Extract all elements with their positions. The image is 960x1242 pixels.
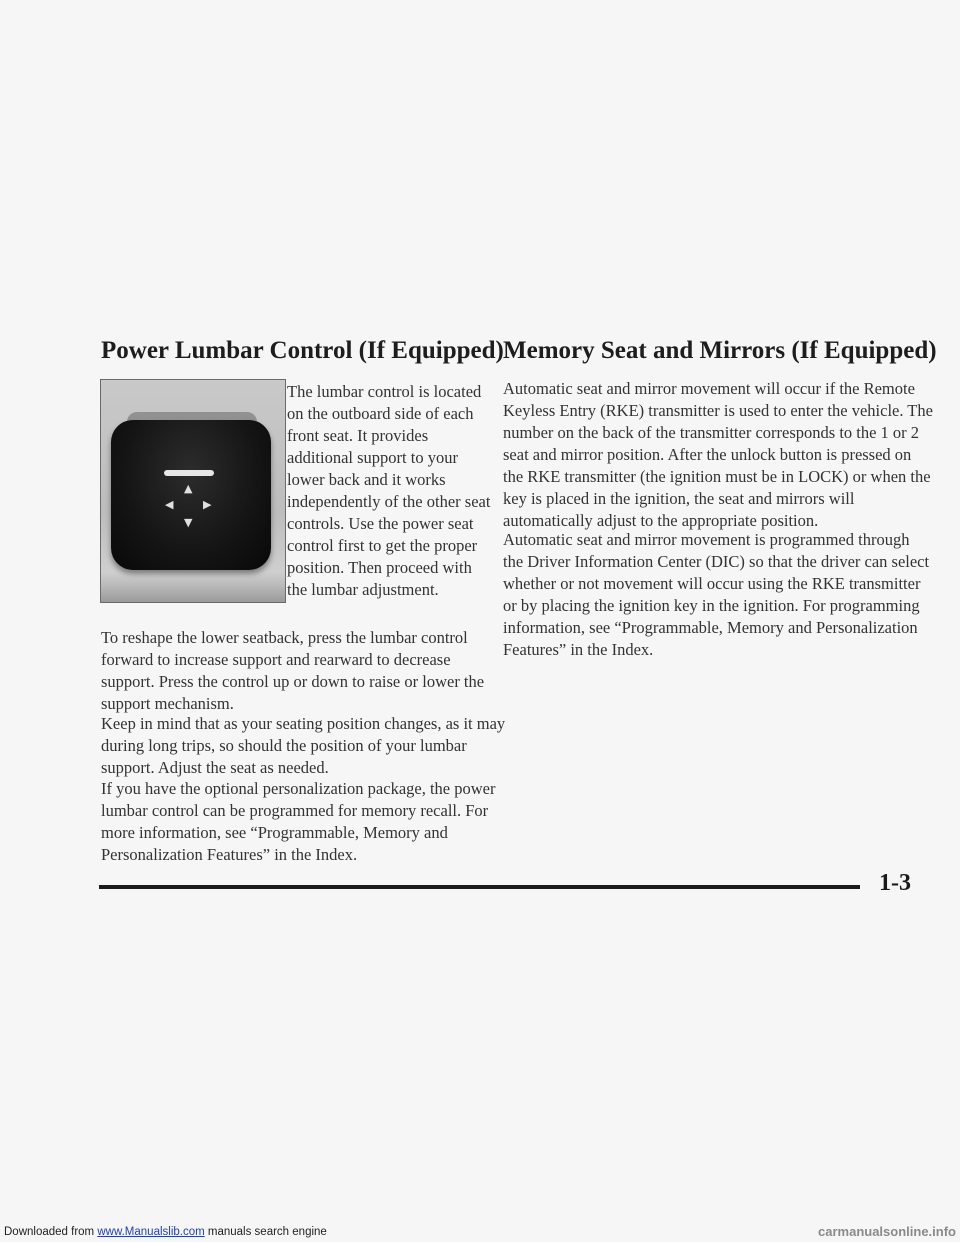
photo-shadow: [101, 572, 285, 602]
lumbar-paragraph-reshape: To reshape the lower seatback, press the lumbar control forward to increase support and rearward to decrease support. Press the control up or down to raise or lower the support mechanism.: [101, 628, 485, 713]
arrow-up-icon: ▲: [184, 482, 193, 495]
manualslib-link[interactable]: www.Manualslib.com: [97, 1226, 205, 1238]
lumbar-intro-paragraph: The lumbar control is located on the outboard side of each front seat. It provides additional support to your lower back and it works independently of the other seat controls. Use the power seat control first to get the proper position. Then proceed with the lumbar adjustment.: [287, 382, 491, 599]
lumbar-paragraph-keep-in-mind: Keep in mind that as your seating position changes, as it may during long trips, so should the position of your lumbar support. Adjust the seat as needed.: [101, 714, 506, 777]
arrow-right-icon: ▶: [203, 498, 212, 511]
lumbar-paragraph-personalization: If you have the optional personalization package, the power lumbar control can be programmed for memory recall. For more information, see “Programmable, Memory and Personalization Features” in the Index.: [101, 779, 496, 864]
footer-watermark: carmanualsonline.info: [818, 1224, 956, 1239]
footer-prefix: Downloaded from: [4, 1226, 98, 1238]
direction-arrows-icon: [159, 480, 219, 540]
memory-paragraph-rke: Automatic seat and mirror movement will occur if the Remote Keyless Entry (RKE) transmitter is used to enter the vehicle. The number on the back of the transmitter corresponds to the 1 or 2 seat and mirror position. After the unlock button is pressed on the RKE transmitter (the ignition must be in LOCK) or when the key is placed in the ignition, the seat and mirrors will automatically adjust to the appropriate position.: [503, 379, 933, 530]
control-indicator-bar: [164, 470, 214, 476]
lumbar-control-photo: [100, 379, 286, 603]
page-number: 1-3: [879, 870, 911, 896]
section-heading-memory-seat: Memory Seat and Mirrors (If Equipped): [503, 337, 937, 364]
footer-suffix: manuals search engine: [204, 1226, 327, 1238]
footer-source: [4, 1222, 327, 1242]
section-heading-power-lumbar: Power Lumbar Control (If Equipped): [101, 337, 504, 364]
arrow-left-icon: ◀: [165, 498, 174, 511]
memory-paragraph-dic: Automatic seat and mirror movement is programmed through the Driver Information Center (DIC) so that the driver can select whether or not movement will occur using the RKE transmitter or by placing the ignition key in the ignition. For programming information, see “Programmable, Memory and Personalization Features” in the Index.: [503, 530, 930, 659]
download-footer: [0, 1222, 960, 1242]
arrow-down-icon: ▼: [184, 516, 193, 529]
page-divider-rule: [99, 885, 860, 889]
